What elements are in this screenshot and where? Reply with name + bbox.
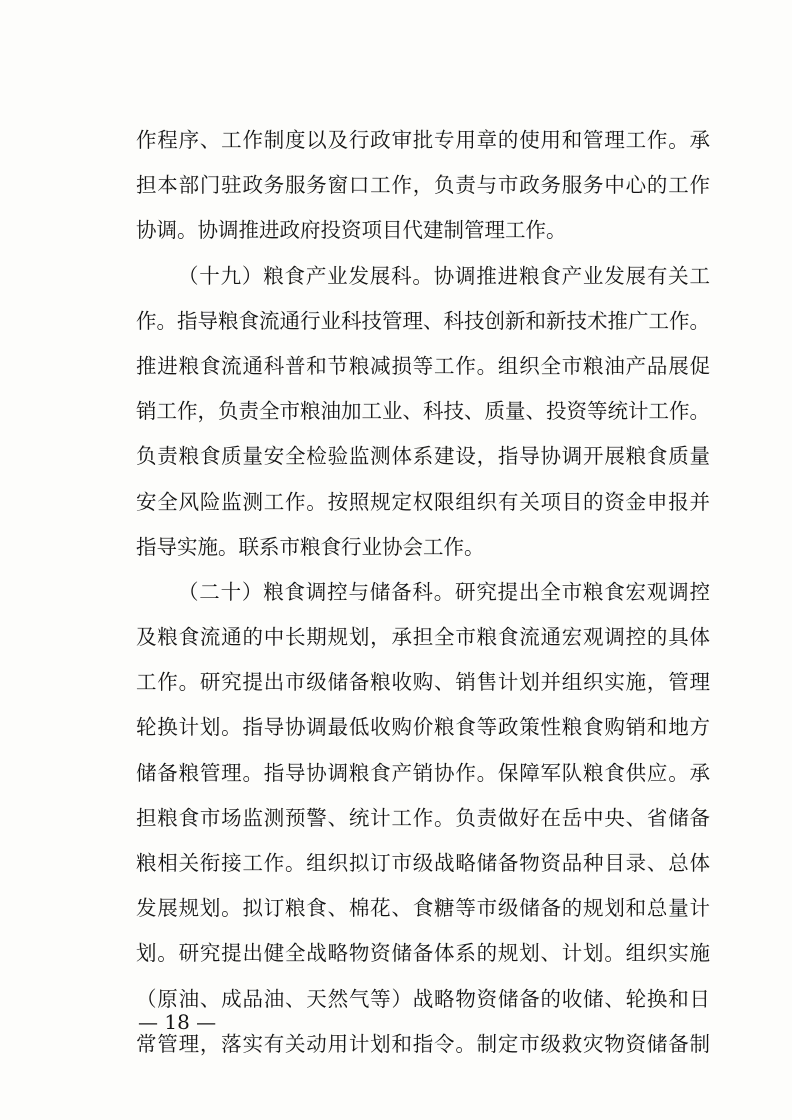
paragraph-3-line-2: 及粮食流通的中长期规划，承担全市粮食流通宏观调控的具体 <box>136 625 710 650</box>
paragraph-2-line-5: 负责粮食质量安全检验监测体系建设，指导协调开展粮食质量 <box>136 444 710 469</box>
paragraph-3-line-8: 发展规划。拟订粮食、棉花、食糖等市级储备的规划和总量计 <box>136 896 710 921</box>
paragraph-2-line-2: 作。指导粮食流通行业科技管理、科技创新和新技术推广工作。 <box>136 308 710 333</box>
body-text <box>136 118 710 1067</box>
paragraph-2-line-7: 指导实施。联系市粮食行业协会工作。 <box>136 534 485 559</box>
paragraph-1-line-3: 协调。协调推进政府投资项目代建制管理工作。 <box>136 218 567 243</box>
paragraph-3-line-1: （二十）粮食调控与储备科。研究提出全市粮食宏观调控 <box>178 579 710 604</box>
paragraph-3-line-4: 轮换计划。指导协调最低收购价粮食等政策性粮食购销和地方 <box>136 715 710 740</box>
paragraph-3-line-7: 粮相关衔接工作。组织拟订市级战略储备物资品种目录、总体 <box>136 851 710 875</box>
paragraph-1-line-2: 担本部门驻政务服务窗口工作，负责与市政务服务中心的工作 <box>136 173 710 198</box>
paragraph-3-line-9: 划。研究提出健全战略物资储备体系的规划、计划。组织实施 <box>136 941 710 966</box>
paragraph-3-line-6: 担粮食市场监测预警、统计工作。负责做好在岳中央、省储备 <box>136 805 710 830</box>
paragraph-2-line-6: 安全风险监测工作。按照规定权限组织有关项目的资金申报并 <box>136 489 710 514</box>
paragraph-3-line-5: 储备粮管理。指导协调粮食产销协作。保障军队粮食供应。承 <box>136 760 710 785</box>
paragraph-3-line-11: 常管理，落实有关动用计划和指令。制定市级救灾物资储备制 <box>136 1031 710 1056</box>
paragraph-3-line-10: （原油、成品油、天然气等）战略物资储备的收储、轮换和日 <box>136 986 710 1011</box>
paragraph-3-line-3: 工作。研究提出市级储备粮收购、销售计划并组织实施，管理 <box>136 670 710 695</box>
paragraph-2-line-4: 销工作，负责全市粮油加工业、科技、质量、投资等统计工作。 <box>136 399 710 424</box>
page-number: — 18 — <box>138 1010 217 1034</box>
paragraph-1-line-1: 作程序、工作制度以及行政审批专用章的使用和管理工作。承 <box>136 128 710 152</box>
paragraph-2-line-3: 推进粮食流通科普和节粮减损等工作。组织全市粮油产品展促 <box>136 353 710 378</box>
paragraph-2-line-1: （十九）粮食产业发展科。协调推进粮食产业发展有关工 <box>178 263 710 288</box>
